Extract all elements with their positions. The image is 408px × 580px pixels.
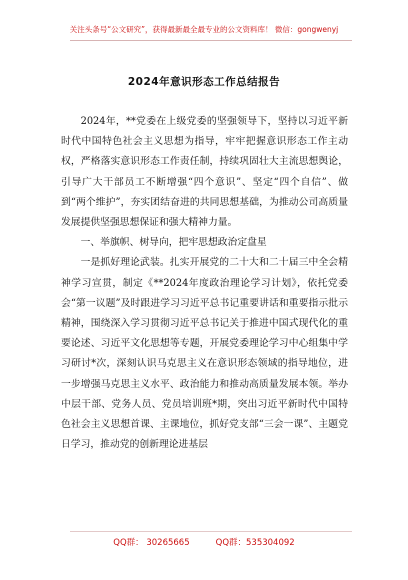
footer-contact xyxy=(0,536,408,548)
footer-qq-group-1: QQ群： 30265665 xyxy=(113,538,190,548)
document-title: 2024年意识形态工作总结报告 xyxy=(127,76,281,88)
footer-divider xyxy=(70,531,352,532)
footer-qq-group-2: QQ群：535304092 xyxy=(215,538,295,548)
header-banner: 关注头条号“公文研究”，获得最新最全最专业的公文资料库！ 微信：gongwenyj xyxy=(69,25,339,34)
header-divider xyxy=(70,40,352,41)
document-body xyxy=(61,112,348,455)
paragraph-theory-study: 一是抓好理论武装。扎实开展党的二十大和二十届三中全会精神学习宣贯，制定《**2024年度政治理论学习计划》，依托党委会“第一议题”及时跟进学习习近平总书记重要讲话和重要指示批示精神，围绕深入学习贯彻习近平总书记关于推进中国式现代化的重要论述、习近平文化思想等专题，开展党委理论学习中心组集中学习研讨*次，深刻认识马克思主义在意识形态领域的指导地位，进一步增强马克思主义水平、政治能力和推动高质量发展本领。举办中层干部、党务人员、党员培训班*期，突出习近平新时代中国特色社会主义思想首课、主课地位，抓好党支部“三会一课”、主题党日学习，推动党的创新理论进基层 xyxy=(61,257,348,451)
paragraph-intro: 2024年，**党委在上级党委的坚强领导下，坚持以习近平新时代中国特色社会主义思想为指导，牢牢把握意识形态工作主动权，严格落实意识形态工作责任制，持续巩固壮大主流思想舆论，引导广大干部员工不断增强“四个意识”、坚定“四个自信”、做到“两个维护”，夯实团结奋进的共同思想基础，为推动公司高质量发展提供坚强思想保证和强大精神力量。 xyxy=(61,116,348,229)
section-heading-1: 一、举旗帜、树导向，把牢思想政治定盘星 xyxy=(80,237,267,249)
